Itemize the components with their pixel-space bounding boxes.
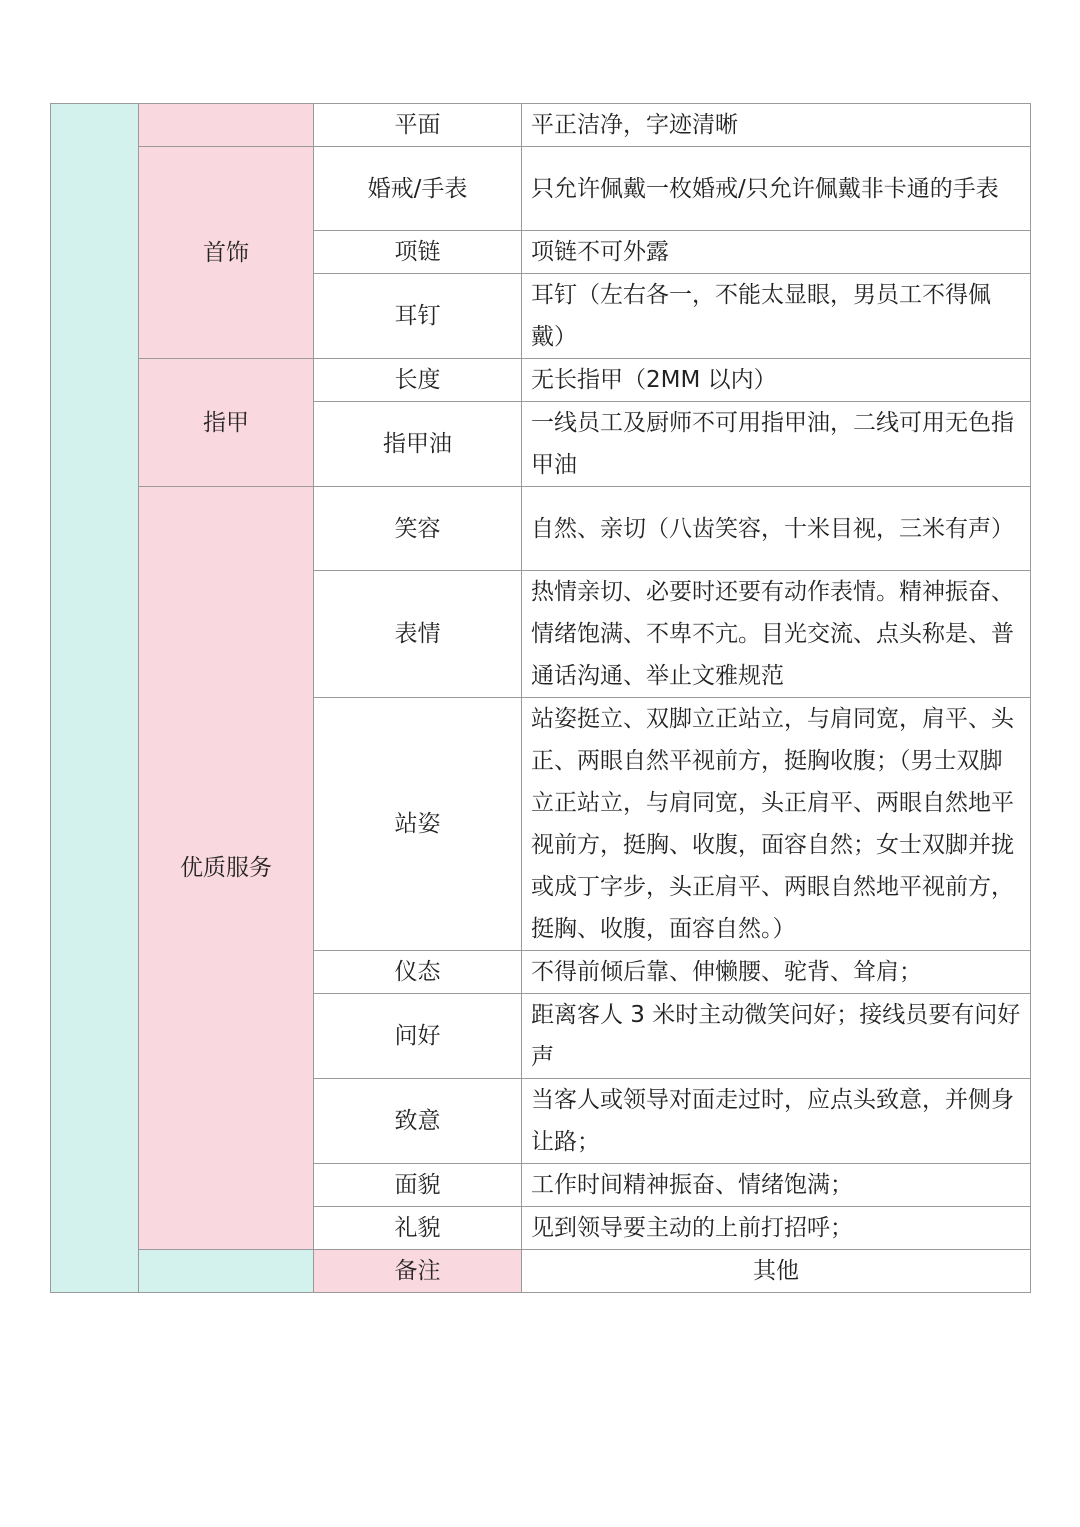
- requirement-cell: 热情亲切、必要时还要有动作表情。精神振奋、情绪饱满、不卑不亢。目光交流、点头称是、普通话沟通、举止文雅规范: [522, 571, 1031, 698]
- requirement-cell: 不得前倾后靠、伸懒腰、驼背、耸肩；: [522, 951, 1031, 994]
- item-cell: 笑容: [314, 487, 522, 571]
- item-cell: 其他: [522, 1250, 1031, 1293]
- requirement-cell: 自然、亲切（八齿笑容，十米目视，三米有声）: [522, 487, 1031, 571]
- requirement-cell: 只允许佩戴一枚婚戒/只允许佩戴非卡通的手表: [522, 147, 1031, 231]
- item-cell: 平面: [314, 104, 522, 147]
- item-cell: 表情: [314, 571, 522, 698]
- item-cell: 仪态: [314, 951, 522, 994]
- table-row: [51, 104, 1031, 147]
- table-row: [51, 487, 1031, 571]
- etiquette-standards-table: [50, 103, 1031, 1293]
- item-cell: 耳钉: [314, 274, 522, 359]
- table-row: [51, 1250, 1031, 1293]
- section-marker-cell: [51, 104, 139, 1293]
- item-cell: 长度: [314, 359, 522, 402]
- requirement-cell: 见到领导要主动的上前打招呼；: [522, 1207, 1031, 1250]
- category-cell-empty: [139, 104, 314, 147]
- table-row: [51, 147, 1031, 231]
- category-cell: 优质服务: [139, 487, 314, 1250]
- requirement-cell: 工作时间精神振奋、情绪饱满；: [522, 1164, 1031, 1207]
- category-cell: 首饰: [139, 147, 314, 359]
- requirement-cell: 站姿挺立、双脚立正站立，与肩同宽，肩平、头正、两眼自然平视前方，挺胸收腹；（男士双脚立正站立，与肩同宽，头正肩平、两眼自然地平视前方，挺胸、收腹，面容自然；女士双脚并拢或成丁字步，头正肩平、两眼自然地平视前方，挺胸、收腹，面容自然。）: [522, 698, 1031, 951]
- item-cell: 问好: [314, 994, 522, 1079]
- requirement-cell: 一线员工及厨师不可用指甲油，二线可用无色指甲油: [522, 402, 1031, 487]
- requirement-cell: 项链不可外露: [522, 231, 1031, 274]
- item-cell: 项链: [314, 231, 522, 274]
- requirement-cell: 无长指甲（2MM 以内）: [522, 359, 1031, 402]
- item-cell: 指甲油: [314, 402, 522, 487]
- section-marker-cell: [139, 1250, 314, 1293]
- requirement-cell: 平正洁净，字迹清晰: [522, 104, 1031, 147]
- category-cell: 指甲: [139, 359, 314, 487]
- item-cell: 礼貌: [314, 1207, 522, 1250]
- item-cell: 站姿: [314, 698, 522, 951]
- item-cell: 婚戒/手表: [314, 147, 522, 231]
- requirement-cell: 当客人或领导对面走过时，应点头致意，并侧身让路；: [522, 1079, 1031, 1164]
- table-row: [51, 359, 1031, 402]
- item-cell: 致意: [314, 1079, 522, 1164]
- requirement-cell: 耳钉（左右各一，不能太显眼，男员工不得佩戴）: [522, 274, 1031, 359]
- requirement-cell: 距离客人 3 米时主动微笑问好；接线员要有问好声: [522, 994, 1031, 1079]
- item-cell: 面貌: [314, 1164, 522, 1207]
- category-cell: 备注: [314, 1250, 522, 1293]
